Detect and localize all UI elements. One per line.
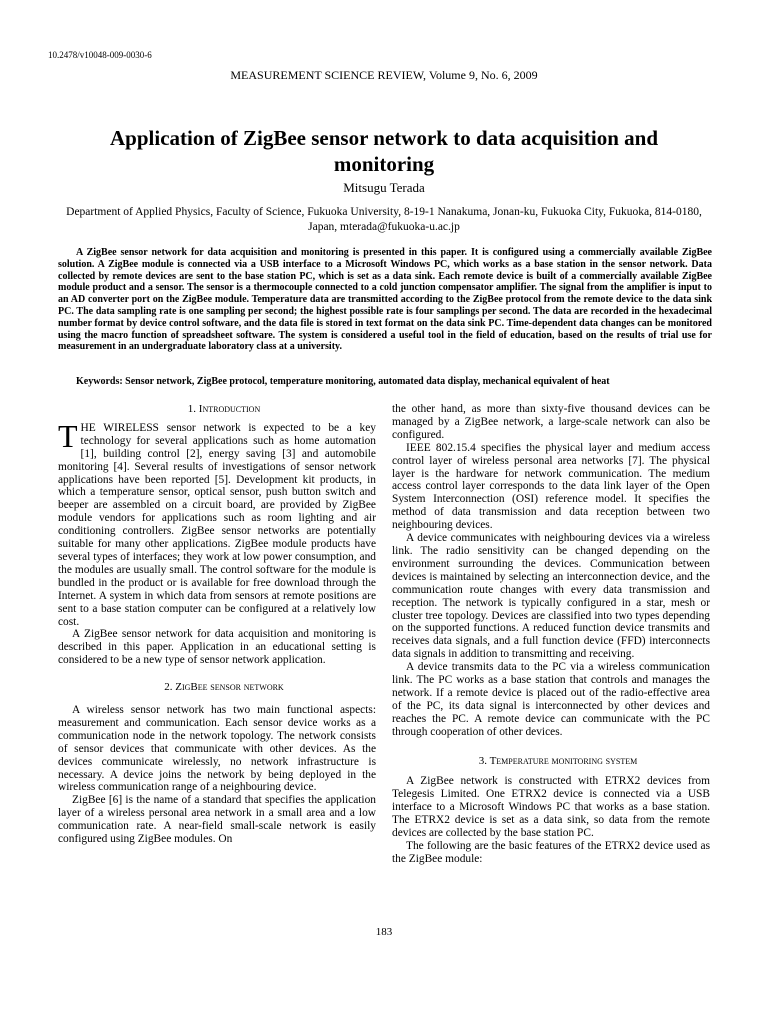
journal-header: MEASUREMENT SCIENCE REVIEW, Volume 9, No. 6, 2009 (230, 68, 538, 82)
intro-paragraph-2: A ZigBee sensor network for data acquisition and monitoring is described in this paper. Application in an educational setting is considered to be a new type of sensor network application. (58, 628, 376, 667)
author: Mitsugu Terada (343, 180, 425, 195)
right-paragraph-3: A device communicates with neighbouring devices via a wireless link. The radio sensitivity can be changed depending on the environment surrounding the devices. Communication between devices is maintained by selecting an interconnection device, and the communication route changes with every data transmission and reception. The network is typically configured in a star, mesh or cluster tree topology. Devices are classified into two types depending on the supported functions. A reduced function device transmits and receives data signals, and a full function device (FFD) interconnects data signals in addition to transmitting and receiving. (392, 532, 710, 661)
doi: 10.2478/v10048-009-0030-6 (48, 50, 152, 60)
left-column (58, 403, 376, 846)
intro-text-1: HE WIRELESS sensor network is expected to be a key technology for several applications such as home automation [1], building control [2], energy saving [3] and automobile monitoring [4]. Several results of investigations of sensor network applications have been reported [5]. Development kit products, in which a temperature sensor, optical sensor, push button switch and beeper are assembled on a circuit board, are provided by ZigBee module vendors for applications such as room lighting and air conditioning controllers. ZigBee sensor networks are potentially suitable for many other applications. ZigBee module products have several types of interfaces; they work at low power consumption, and the modules are usually small. The control software for the module is bundled in the product or is available for free download through the Internet. A system in which data from sensors at remote positions are sent to a base station computer can be configured at a relatively low cost. (58, 421, 376, 628)
temp-paragraph-1: A ZigBee network is constructed with ETRX2 devices from Telegesis Limited. One ETRX2 device is connected via a USB interface to a Microsoft Windows PC that works as a base station. The ETRX2 device is set as a data sink, so data from the remote devices are collected by the base station PC. (392, 775, 710, 840)
keywords: Keywords: Sensor network, ZigBee protocol, temperature monitoring, automated data display, mechanical equivalent of heat (76, 376, 610, 387)
section-heading-introduction: 1. Introduction (187, 403, 261, 415)
temp-paragraph-2: The following are the basic features of the ETRX2 device used as the ZigBee module: (392, 840, 710, 865)
drop-cap: T (58, 417, 78, 454)
zigbee-paragraph-2: ZigBee [6] is the name of a standard that specifies the application layer of a wireless personal area network in a small area and a low communication rate. A near-field small-scale network is easily configured using ZigBee modules. On (58, 794, 376, 846)
zigbee-paragraph-1: A wireless sensor network has two main functional aspects: measurement and communication. Each sensor device works as a communication node in the network topology. The network consists of sensor devices that communicate with other devices. As the devices communicate wirelessly, no network infrastructure is necessary. A device joins the network by being deployed in the wireless communication range of a neighbouring device. (58, 704, 376, 794)
section-heading-temperature: 3. Temperature monitoring system (478, 754, 638, 767)
intro-paragraph-1 (58, 417, 376, 629)
right-paragraph-1: the other hand, as more than sixty-five thousand devices can be managed by a ZigBee network, a large-scale network can also be configured. (392, 403, 710, 441)
affiliation: Department of Applied Physics, Faculty of Science, Fukuoka University, 8-19-1 Nanakuma, Jonan-ku, Fukuoka City, Fukuoka, 814-0180, Japan, mterada@fukuoka-u.ac.jp (66, 206, 702, 233)
abstract: A ZigBee sensor network for data acquisition and monitoring is presented in this paper. It is configured using a commercially available ZigBee solution. A ZigBee module is connected via a USB interface to a Microsoft Windows PC, which works as a base station in the sensor network. Data collected by remote devices are sent to the base station PC, which is set as a data sink. Each remote device is built of a commercially available ZigBee module product and a sensor. The sensor is a thermocouple connected to a cold junction compensator amplifier. The signal from the amplifier is input to an AD converter port on the ZigBee module. Temperature data are transmitted according to the ZigBee protocol from the remote device to the data sink PC. The data sampling rate is one sampling per second; the highest possible rate is four samplings per second. The data are recorded in the hexadecimal number format by device control software, and the data file is stored in text format on the data sink PC. Time-dependent data changes can be monitored using the macro function of spreadsheet software. The system is considered a useful tool in the field of education, based on the results of trial use for measurement in an undergraduate laboratory class at a university. (58, 247, 712, 353)
right-paragraph-4: A device transmits data to the PC via a wireless communication link. The PC works as a base station that controls and manages the network. If a remote device is placed out of the radio-effective area of the PC, its data signal is interconnected by other devices and reaches the PC. A remote device can communicate with the PC through cooperation of other devices. (392, 661, 710, 738)
right-paragraph-2: IEEE 802.15.4 specifies the physical layer and medium access control layer of wireless personal area networks [7]. The physical layer is the hardware for network communication. The medium access control layer corresponds to the data link layer of the Open System Interconnection (OSI) reference model. It specifies the method of data transmission and data reception between two neighbouring devices. (392, 441, 710, 532)
right-column (392, 403, 710, 866)
page-number: 183 (375, 926, 393, 938)
paper-title: Application of ZigBee sensor network to data acquisition and monitoring (110, 126, 658, 176)
section-heading-zigbee: 2. ZigBee sensor network (164, 681, 284, 694)
